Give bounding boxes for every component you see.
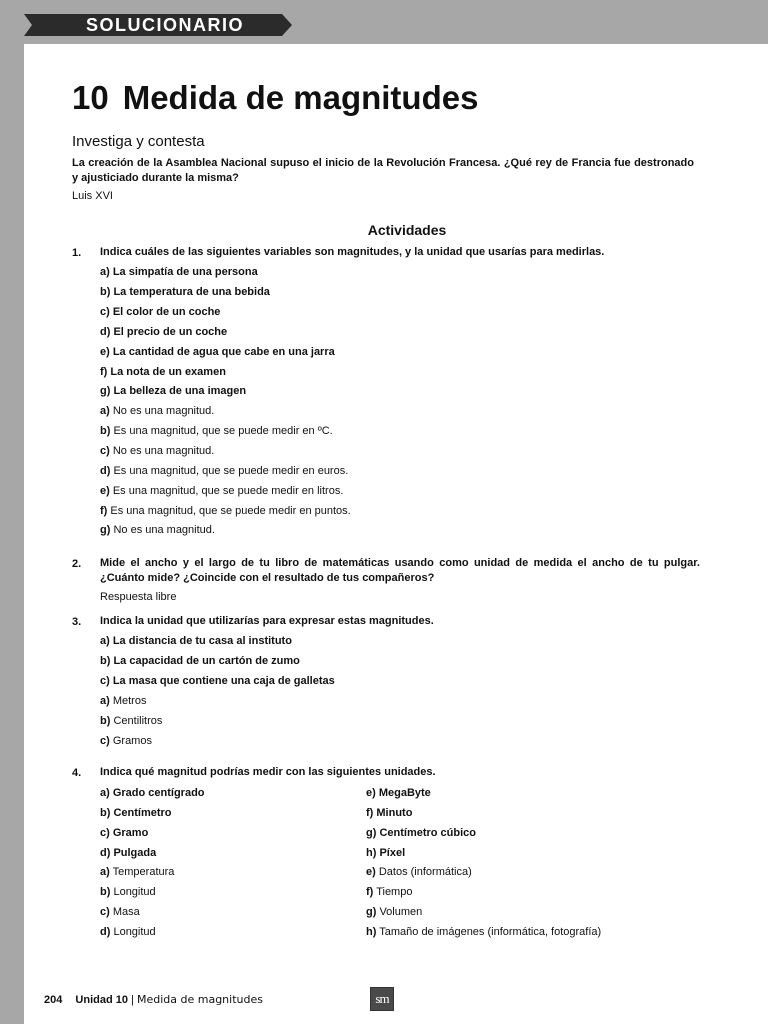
question-4-answer xyxy=(100,865,174,879)
question-4-item: h) Píxel xyxy=(366,846,406,859)
question-4-answer xyxy=(366,905,422,919)
header-banner xyxy=(24,14,292,36)
question-3-item: b) La capacidad de un cartón de zumo xyxy=(100,654,300,667)
question-4-answer xyxy=(100,905,140,919)
question-1-answer xyxy=(100,504,351,518)
publisher-logo: sm xyxy=(370,987,394,1011)
question-4-answer-label: a) xyxy=(100,866,110,878)
footer-unit: Unidad 10 xyxy=(75,994,128,1006)
investiga-heading: Investiga y contesta xyxy=(72,133,205,150)
question-2-text: Mide el ancho y el largo de tu libro de matemáticas usando como unidad de medida el ancho de tu pulgar. ¿Cuánto mide? ¿Coincide con el resultado de tus compañeros? xyxy=(100,557,700,584)
question-4-answer-label: b) xyxy=(100,885,111,898)
question-4-answer-label: e) xyxy=(366,866,376,878)
question-4-item: e) MegaByte xyxy=(366,787,431,799)
question-1-answer-label: a) xyxy=(100,405,110,417)
question-1-number: 1. xyxy=(72,247,82,259)
question-4-answer xyxy=(366,925,601,939)
question-1-item: e) La cantidad de agua que cabe en una jarra xyxy=(100,345,335,358)
question-1-answer-label: c) xyxy=(100,444,110,457)
question-1-answer xyxy=(100,444,214,458)
question-1-answer-text: Es una magnitud, que se puede medir en euros. xyxy=(113,464,349,477)
question-4-answer xyxy=(100,925,156,939)
question-2-answer: Respuesta libre xyxy=(100,591,177,603)
question-1-answer xyxy=(100,464,348,478)
activities-heading-text: Actividades xyxy=(367,222,447,238)
question-1-answer xyxy=(100,424,333,438)
question-3-number: 3. xyxy=(72,616,82,628)
question-4-item: c) Gramo xyxy=(100,826,149,839)
question-1-answer-text: No es una magnitud. xyxy=(112,444,215,457)
question-1-answer-label: e) xyxy=(100,484,110,497)
question-1-answer-label: g) xyxy=(100,524,111,537)
question-3-answer xyxy=(100,694,146,708)
question-4-item: g) Centímetro cúbico xyxy=(366,826,477,839)
investiga-question: La creación de la Asamblea Nacional supuso el inicio de la Revolución Francesa. ¿Qué rey de Francia fue destronado y ajusticiado durante la misma? xyxy=(72,157,694,184)
question-4-answer-label: d) xyxy=(100,925,111,938)
question-3-item: a) La distancia de tu casa al instituto xyxy=(100,635,292,647)
question-3-answer-text: Centilitros xyxy=(113,714,163,727)
question-4-answer-label: h) xyxy=(366,925,377,938)
footer-subtitle: Medida de magnitudes xyxy=(136,993,263,1006)
footer-separator: | xyxy=(131,994,134,1006)
question-1-item: c) El color de un coche xyxy=(100,305,221,318)
question-3-answer xyxy=(100,734,152,748)
question-1-answer xyxy=(100,484,343,498)
question-4-answer-text: Tamaño de imágenes (informática, fotografía) xyxy=(379,925,602,938)
question-3-item: c) La masa que contiene una caja de galletas xyxy=(100,674,335,687)
question-4-answer-text: Longitud xyxy=(113,885,156,898)
question-1-item: g) La belleza de una imagen xyxy=(100,385,247,398)
question-2-number: 2. xyxy=(72,558,82,570)
question-4-text: Indica qué magnitud podrías medir con las siguientes unidades. xyxy=(100,766,436,778)
question-3-answer-text: Metros xyxy=(112,695,147,707)
question-3-answer-label: b) xyxy=(100,714,111,727)
activities-heading xyxy=(24,221,768,239)
question-4-answer-text: Tiempo xyxy=(376,885,413,898)
question-4-item: d) Pulgada xyxy=(100,846,157,859)
question-1-answer-text: Es una magnitud, que se puede medir en ºC. xyxy=(113,424,333,437)
question-4-item: a) Grado centígrado xyxy=(100,787,205,799)
banner-text: SOLUCIONARIO xyxy=(86,15,245,35)
document-page xyxy=(24,44,768,1024)
question-4-item: b) Centímetro xyxy=(100,806,172,819)
question-1-item: a) La simpatía de una persona xyxy=(100,266,258,278)
chapter-title xyxy=(72,78,478,118)
investiga-answer: Luis XVI xyxy=(72,190,113,202)
question-4-answer-text: Datos (informática) xyxy=(378,866,472,878)
question-1-text: Indica cuáles de las siguientes variables son magnitudes, y la unidad que usarías para medirlas. xyxy=(100,246,605,258)
question-1-answer xyxy=(100,404,214,418)
question-3-answer-text: Gramos xyxy=(112,734,152,747)
chapter-name: Medida de magnitudes xyxy=(122,79,479,116)
question-4-item: f) Minuto xyxy=(366,806,413,819)
question-1-answer-text: Es una magnitud, que se puede medir en litros. xyxy=(112,484,344,497)
question-4-answer-label: c) xyxy=(100,905,110,918)
question-1-answer-label: b) xyxy=(100,424,111,437)
question-1-answer-label: d) xyxy=(100,464,111,477)
question-3-answer-label: a) xyxy=(100,695,110,707)
question-4-answer-label: g) xyxy=(366,905,377,918)
page-footer xyxy=(44,993,263,1007)
question-4-answer xyxy=(100,885,156,899)
question-1-answer-text: No es una magnitud. xyxy=(112,405,215,417)
question-4-answer-label: f) xyxy=(366,885,374,898)
question-4-answer-text: Volumen xyxy=(379,905,423,918)
question-4-answer-text: Longitud xyxy=(113,925,156,938)
question-4-number: 4. xyxy=(72,767,82,779)
question-1-answer-text: Es una magnitud, que se puede medir en puntos. xyxy=(110,504,351,517)
chapter-number: 10 xyxy=(72,79,109,116)
question-1-answer-text: No es una magnitud. xyxy=(113,524,215,537)
question-4-answer xyxy=(366,885,412,899)
question-1-item: f) La nota de un examen xyxy=(100,365,226,378)
question-3-answer xyxy=(100,714,162,728)
question-4-answer-text: Masa xyxy=(112,905,140,918)
question-1-item: d) El precio de un coche xyxy=(100,325,228,338)
question-1-answer xyxy=(100,523,215,537)
page-number: 204 xyxy=(44,994,63,1006)
question-3-answer-label: c) xyxy=(100,734,110,747)
question-1-answer-label: f) xyxy=(100,504,108,517)
question-1-item: b) La temperatura de una bebida xyxy=(100,285,270,298)
question-4-answer-text: Temperatura xyxy=(112,866,175,878)
question-4-answer xyxy=(366,865,472,879)
question-3-text: Indica la unidad que utilizarías para expresar estas magnitudes. xyxy=(100,615,434,627)
